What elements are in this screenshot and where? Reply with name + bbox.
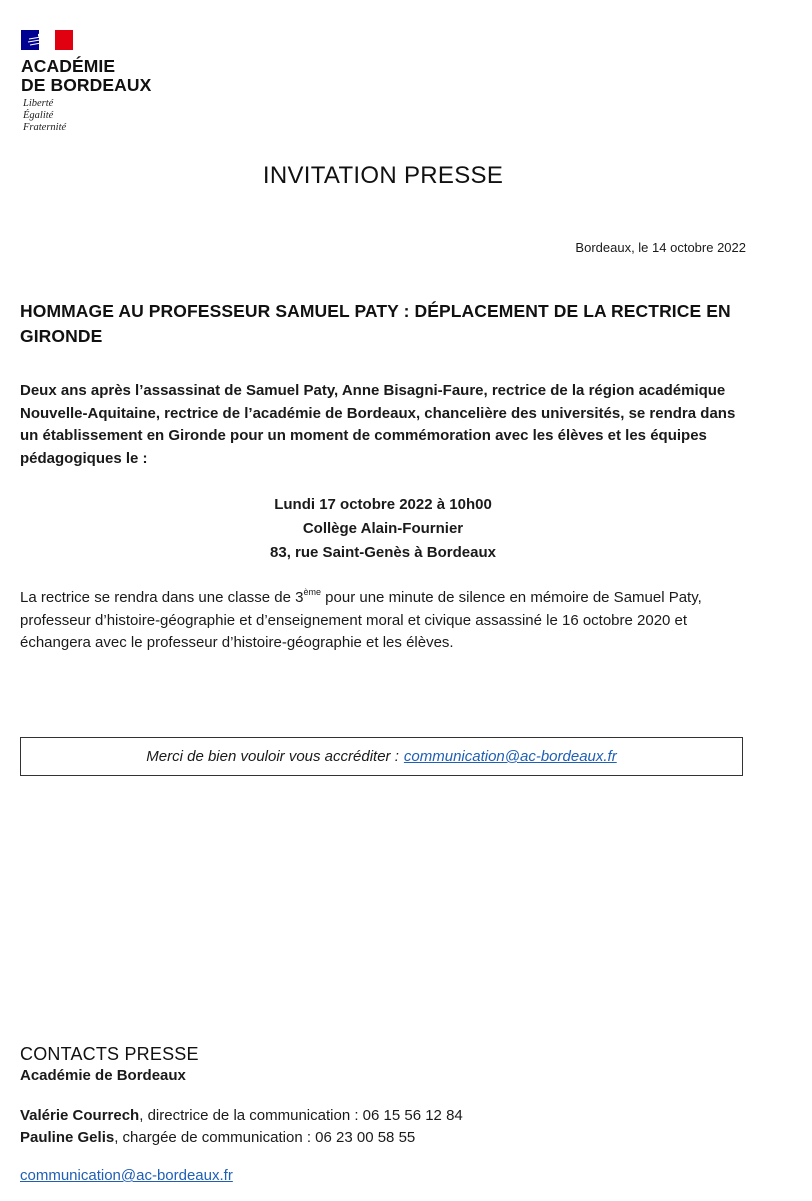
- academie-name-line1: ACADÉMIE: [21, 56, 116, 76]
- marianne-flag-icon: [21, 30, 73, 50]
- academie-name-line2: DE BORDEAUX: [21, 75, 152, 95]
- event-date-time: Lundi 17 octobre 2022 à 10h00: [274, 496, 492, 513]
- body-text-part1: La rectrice se rendra dans une classe de 3: [20, 589, 304, 606]
- contacts-title: CONTACTS PRESSE: [20, 1044, 199, 1064]
- event-address: 83, rue Saint-Genès à Bordeaux: [270, 544, 496, 561]
- motto-egalite: Égalité: [23, 110, 54, 121]
- event-details: [0, 493, 766, 565]
- lead-paragraph: Deux ans après l’assassinat de Samuel Paty, Anne Bisagni-Faure, rectrice de la région académique Nouvelle-Aquitaine, rectrice de l’académie de Bordeaux, chancelière des universités, se rendra dans un établissement en Gironde pour un moment de commémoration avec les élèves et les équipes pédagogiques le :: [20, 382, 736, 467]
- body-paragraph: [20, 587, 746, 655]
- motto-fraternite: Fraternité: [23, 122, 67, 133]
- document-title: INVITATION PRESSE: [262, 162, 504, 189]
- academie-logo: [21, 30, 151, 134]
- headline: HOMMAGE AU PROFESSEUR SAMUEL PATY : DÉPLACEMENT DE LA RECTRICE EN GIRONDE: [20, 301, 731, 346]
- contacts-email-link[interactable]: communication@ac-bordeaux.fr: [20, 1167, 233, 1184]
- motto-liberte: Liberté: [23, 98, 54, 109]
- contact-name: Pauline Gelis: [20, 1129, 115, 1146]
- contacts-organization: Académie de Bordeaux: [20, 1067, 186, 1084]
- accreditation-text: Merci de bien vouloir vous accréditer :: [146, 748, 399, 765]
- contact-name: Valérie Courrech: [20, 1107, 140, 1124]
- contact-person: [20, 1127, 760, 1149]
- academie-name: [21, 57, 151, 95]
- contact-role: , directrice de la communication : 06 15 56 12 84: [139, 1107, 463, 1124]
- press-contacts: [20, 1043, 760, 1187]
- accreditation-email-link[interactable]: communication@ac-bordeaux.fr: [403, 748, 617, 765]
- body-text-part2: pour une minute de silence en mémoire de Samuel Paty, professeur d’histoire-géographie et d’enseignement moral et civique assassiné le 16 octobre 2020 et échangera avec le professeur d’histoire-géographie et les élèves.: [20, 589, 702, 651]
- contact-person: [20, 1105, 760, 1127]
- document-date: Bordeaux, le 14 octobre 2022: [575, 240, 746, 255]
- event-place: Collège Alain-Fournier: [302, 520, 464, 537]
- republic-motto: [21, 98, 151, 134]
- contact-role: , chargée de communication : 06 23 00 58 55: [114, 1129, 416, 1146]
- accreditation-box: [20, 737, 743, 776]
- body-superscript: ème: [303, 587, 322, 597]
